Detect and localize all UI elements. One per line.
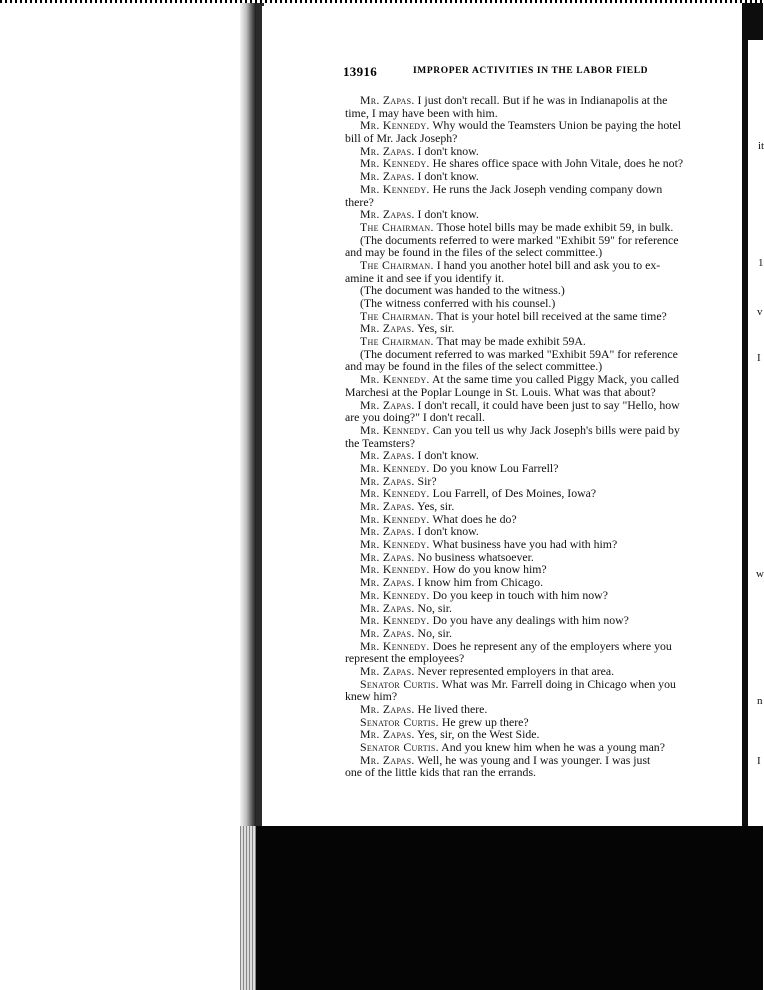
line-text: Sir? [414, 473, 437, 488]
line-text: I know him from Chicago. [414, 575, 544, 590]
line-text: there? [345, 194, 374, 209]
line-text: bill of Mr. Jack Joseph? [345, 131, 458, 146]
speaker-name: Mr. Kennedy. [360, 587, 430, 602]
line-text: That is your hotel bill received at the same time? [433, 308, 667, 323]
speaker-name: Mr. Kennedy. [360, 537, 430, 552]
line-text: Do you know Lou Farrell? [429, 460, 559, 475]
line-text: (The document was handed to the witness.) [360, 283, 565, 298]
line-text: (The document referred to was marked "Exhibit 59A" for reference [360, 346, 678, 361]
speaker-name: The Chairman. [360, 308, 434, 323]
line-text: He shares office space with John Vitale, does he not? [429, 156, 684, 171]
speaker-name: Mr. Zapas. [360, 752, 415, 767]
line-text: amine it and see if you identify it. [345, 270, 505, 285]
margin-char: I [757, 352, 761, 364]
speaker-name: Mr. Zapas. [360, 499, 415, 513]
line-text: What business have you had with him? [429, 537, 618, 552]
speaker-name: Mr. Kennedy. [360, 118, 430, 133]
transcript-line [345, 678, 735, 691]
line-text: He lived there. [414, 702, 488, 716]
next-page-sliver [748, 40, 763, 828]
speaker-name: Mr. Zapas. [360, 473, 415, 488]
line-text: I don't recall, it could have been just to say "Hello, how [414, 397, 680, 412]
margin-char: n [757, 695, 763, 707]
line-text: That may be made exhibit 59A. [433, 334, 586, 349]
speaker-name: Mr. Kennedy. [360, 422, 430, 437]
speaker-name: Mr. Zapas. [360, 524, 415, 539]
line-text: I don't know. [414, 524, 479, 539]
line-text: Why would the Teamsters Union be paying the hotel [429, 118, 682, 133]
blank-left-margin [0, 3, 240, 990]
margin-char: I [757, 755, 761, 767]
line-text: I just don't recall. But if he was in Indianapolis at the [414, 93, 668, 107]
line-text: I hand you another hotel bill and ask you to ex- [433, 257, 661, 272]
page-header [343, 64, 738, 80]
speaker-name: The Chairman. [360, 334, 434, 349]
line-text: Yes, sir, on the West Side. [414, 727, 540, 742]
line-text: And you knew him when he was a young man? [438, 740, 665, 755]
speaker-name: Senator Curtis. [360, 740, 439, 755]
speaker-name: Mr. Zapas. [360, 397, 415, 412]
line-text: (The witness conferred with his counsel.) [360, 296, 556, 310]
hearing-transcript [345, 94, 735, 779]
line-text: Well, he was young and I was younger. I was just [414, 752, 651, 767]
line-text: Lou Farrell, of Des Moines, Iowa? [429, 486, 597, 501]
margin-char: w [756, 568, 764, 580]
speaker-name: Mr. Kennedy. [360, 181, 430, 196]
line-text: I don't know. [414, 169, 479, 184]
line-text: are you doing?" I don't recall. [345, 410, 485, 425]
speaker-name: Senator Curtis. [360, 714, 439, 729]
line-text: Yes, sir. [414, 499, 455, 513]
speaker-name: Mr. Zapas. [360, 600, 415, 615]
line-text: represent the employees? [345, 651, 465, 666]
line-text: At the same time you called Piggy Mack, you called [429, 372, 680, 387]
line-text: Those hotel bills may be made exhibit 59, in bulk. [433, 219, 674, 234]
line-text: Yes, sir. [414, 321, 455, 336]
page-number: 13916 [343, 64, 377, 79]
line-text: No, sir. [414, 600, 452, 615]
line-text: What does he do? [429, 511, 517, 526]
running-head: IMPROPER ACTIVITIES IN THE LABOR FIELD [413, 66, 649, 76]
line-text: the Teamsters? [345, 435, 416, 450]
line-text: Do you keep in touch with him now? [429, 587, 608, 602]
speaker-name: Mr. Kennedy. [360, 638, 430, 653]
line-text: and may be found in the files of the select committee.) [345, 245, 603, 260]
speaker-name: Mr. Zapas. [360, 575, 415, 590]
speaker-name: Mr. Zapas. [360, 321, 415, 336]
line-text: No business whatsoever. [414, 549, 534, 564]
line-text: Can you tell us why Jack Joseph's bills were paid by [429, 422, 680, 437]
speaker-name: Mr. Kennedy. [360, 613, 430, 628]
speaker-name: Mr. Kennedy. [360, 372, 430, 387]
speaker-name: Mr. Kennedy. [360, 562, 430, 577]
line-text: Never represented employers in that area. [414, 663, 615, 678]
line-text: Does he represent any of the employers where you [429, 638, 672, 653]
line-text: (The documents referred to were marked "Exhibit 59" for reference [360, 232, 679, 247]
scan-bottom-background [256, 826, 763, 990]
speaker-name: Mr. Kennedy. [360, 511, 430, 526]
line-text: What was Mr. Farrell doing in Chicago when you [438, 676, 676, 691]
line-text: time, I may have been with him. [345, 105, 498, 120]
speaker-name: Mr. Kennedy. [360, 486, 430, 501]
speaker-name: The Chairman. [360, 219, 434, 234]
line-text: and may be found in the files of the select committee.) [345, 359, 603, 374]
line-text: I don't know. [414, 207, 479, 222]
speaker-name: Mr. Zapas. [360, 549, 415, 564]
speaker-name: Mr. Kennedy. [360, 460, 430, 475]
speaker-name: Senator Curtis. [360, 676, 439, 691]
margin-char: 1 [758, 257, 764, 269]
line-text: knew him? [345, 689, 398, 704]
line-text: How do you know him? [429, 562, 547, 577]
line-text: I don't know. [414, 448, 479, 463]
speaker-name: Mr. Zapas. [360, 143, 415, 158]
line-text: No, sir. [414, 625, 452, 640]
speaker-name: Mr. Zapas. [360, 207, 415, 222]
transcript-line [345, 183, 735, 196]
transcript-line [345, 766, 735, 779]
speaker-name: Mr. Zapas. [360, 625, 415, 640]
margin-char: it [758, 140, 764, 152]
line-text: I don't know. [414, 143, 479, 158]
line-text: one of the little kids that ran the errands. [345, 765, 536, 780]
margin-char: v [757, 306, 763, 318]
speaker-name: Mr. Zapas. [360, 448, 415, 463]
speaker-name: Mr. Zapas. [360, 169, 415, 184]
speaker-name: Mr. Zapas. [360, 93, 415, 107]
speaker-name: Mr. Kennedy. [360, 156, 430, 171]
speaker-name: Mr. Zapas. [360, 663, 415, 678]
line-text: He grew up there? [438, 714, 529, 729]
line-text: Do you have any dealings with him now? [429, 613, 629, 628]
line-text: Marchesi at the Poplar Lounge in St. Louis. What was that about? [345, 384, 656, 399]
speaker-name: Mr. Zapas. [360, 727, 415, 742]
speaker-name: Mr. Zapas. [360, 702, 415, 716]
speaker-name: The Chairman. [360, 257, 434, 272]
line-text: He runs the Jack Joseph vending company down [429, 181, 663, 196]
